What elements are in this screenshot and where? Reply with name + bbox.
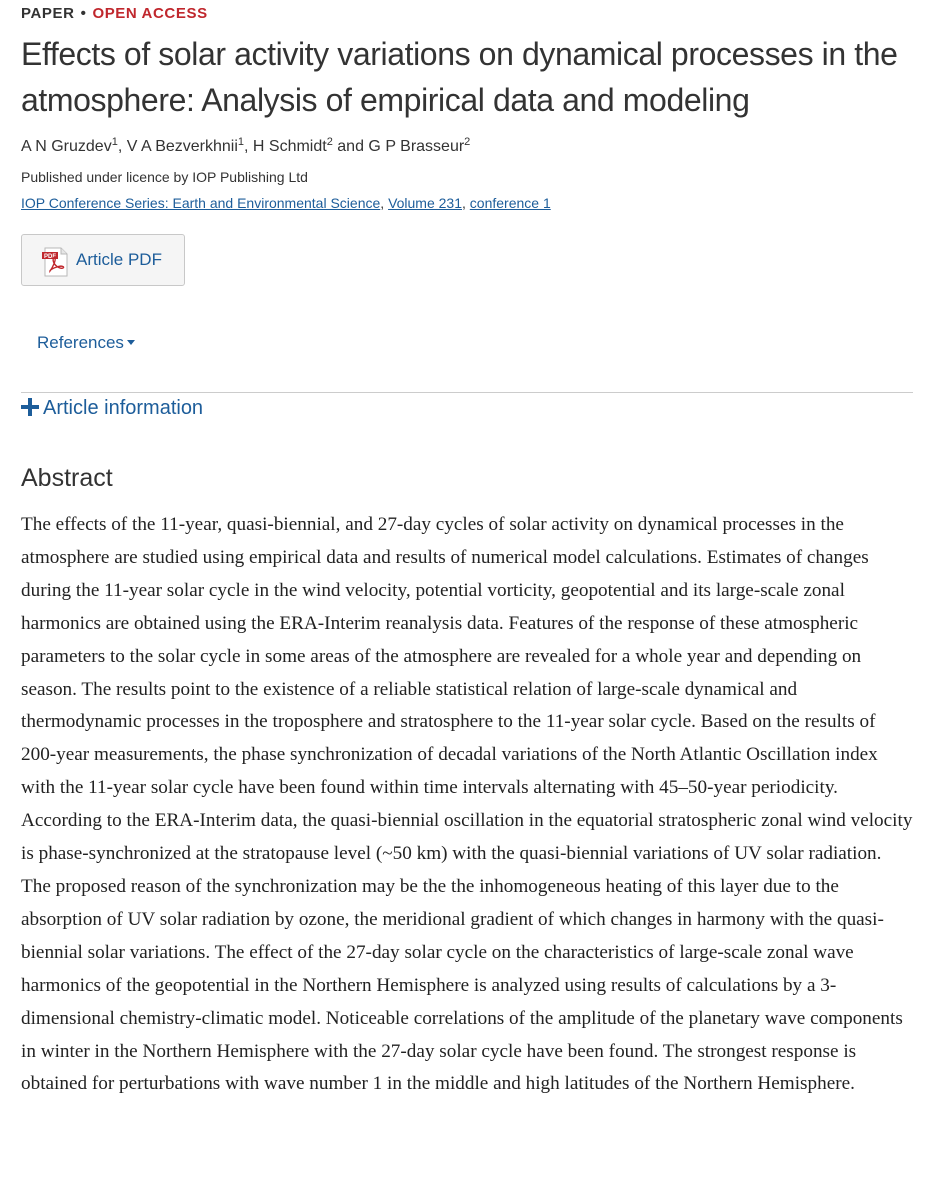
issue-link[interactable]: conference 1 [469, 195, 551, 211]
author-name: H Schmidt [252, 138, 327, 155]
section-divider [21, 392, 913, 393]
references-label: References [37, 333, 124, 352]
plus-icon [21, 398, 39, 416]
author-name: V A Bezverkhnii [126, 138, 238, 155]
article-type-label: PAPER [21, 5, 75, 22]
author-affiliation: 2 [464, 136, 471, 148]
publication-series [21, 195, 551, 211]
author-list [21, 138, 470, 156]
references-dropdown[interactable] [37, 333, 135, 353]
article-pdf-label: Article PDF [76, 250, 162, 269]
open-access-badge: OPEN ACCESS [92, 5, 208, 22]
series-separator: , [462, 195, 470, 211]
abstract-text: The effects of the 11-year, quasi-biennial, and 27-day cycles of solar activity on dynamical processes in the atmosphere are studied using empirical data and results of numerical model calculations. Estimates of changes during the 11-year solar cycle in the wind velocity, potential vorticity, geopotential and its large-scale zonal harmonics are obtained using the ERA-Interim reanalysis data. Features of the response of these atmospheric parameters to the solar cycle in some areas of the atmosphere are revealed for a whole year and depending on season. The results point to the existence of a reliable statistical relation of large-scale dynamical and thermodynamic processes in the troposphere and stratosphere to the 11-year solar cycle. Based on the results of 200-year measurements, the phase synchronization of decadal variations of the North Atlantic Oscillation index with the 11-year solar cycle have been found within time intervals alternating with 45–50-year periodicity. According to the ERA-Interim data, the quasi-biennial oscillation in the equatorial stratospheric zonal wind velocity is phase-synchronized at the stratopause level (~50 km) with the quasi-biennial variations of UV solar radiation. The proposed reason of the synchronization may be the the inhomogeneous heating of this layer due to the absorption of UV solar radiation by ozone, the meridional gradient of which changes in harmony with the quasi-biennial solar variations. The effect of the 27-day solar cycle on the characteristics of large-scale zonal wave harmonics of the geopotential in the Northern Hemisphere is analyzed using results of calculations by a 3-dimensional chemistry-climatic model. Noticeable correlations of the amplitude of the planetary wave components in winter in the Northern Hemisphere with the 27-day solar cycle have been found. The strongest response is obtained for perturbations with wave number 1 in the middle and high latitudes of the Northern Hemisphere. [21, 514, 913, 1095]
article-type-line [21, 5, 208, 22]
author-separator: and [332, 138, 369, 155]
author-affiliation: 2 [326, 136, 333, 148]
author-affiliation: 1 [237, 136, 245, 148]
author-separator: , [117, 138, 127, 155]
author-name: A N Gruzdev [21, 138, 112, 155]
article-title: Effects of solar activity variations on dynamical processes in the atmosphere: Analysis of empirical data and modeling [21, 36, 898, 118]
author-name: G P Brasseur [368, 138, 465, 155]
series-separator: , [380, 195, 389, 211]
pdf-icon-text: PDF [44, 253, 56, 260]
journal-link[interactable]: IOP Conference Series: Earth and Environmental Science [21, 195, 381, 211]
article-information-toggle[interactable] [21, 397, 203, 420]
abstract-heading: Abstract [21, 464, 113, 492]
type-separator: • [80, 5, 87, 22]
volume-link[interactable]: Volume 231 [388, 195, 463, 211]
article-information-label: Article information [43, 397, 204, 419]
caret-down-icon [127, 340, 135, 345]
author-affiliation: 1 [111, 136, 118, 148]
author-separator: , [244, 138, 253, 155]
pdf-file-icon [41, 247, 71, 277]
article-pdf-button[interactable] [21, 234, 185, 286]
publisher-licence: Published under licence by IOP Publishing Ltd [21, 169, 308, 185]
